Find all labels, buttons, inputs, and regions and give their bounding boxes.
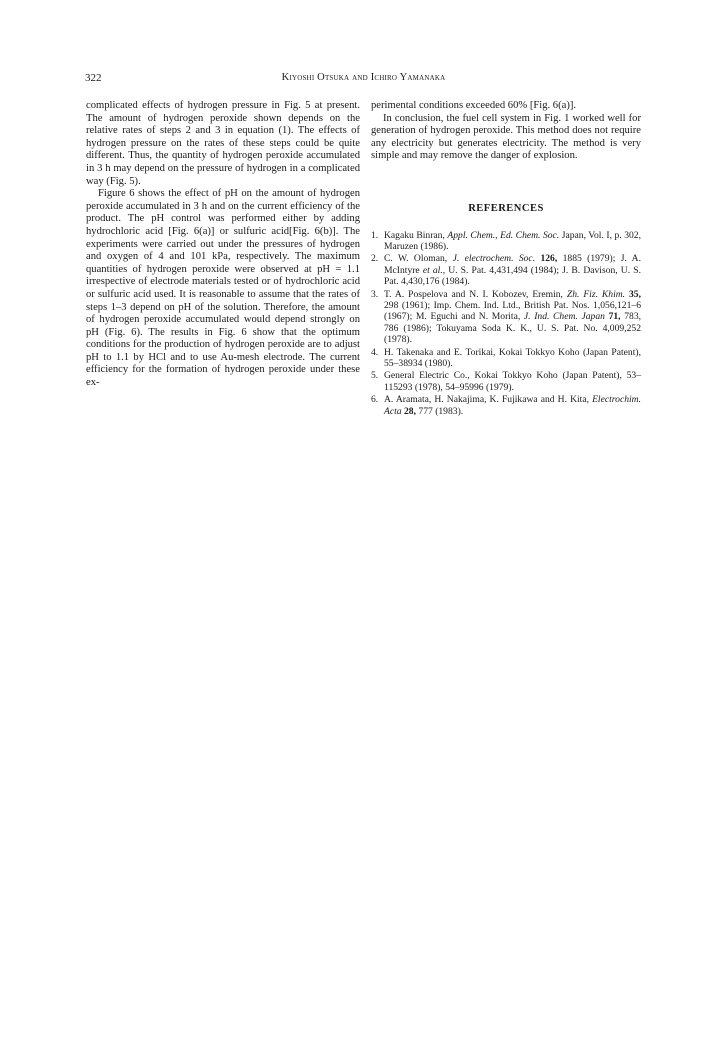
- reference-item: [371, 230, 641, 253]
- reference-text: [384, 347, 641, 370]
- reference-number: 4.: [371, 346, 379, 358]
- reference-text-part: Japan, Vol. I, p. 302, Maruzen (1986).: [384, 229, 641, 252]
- reference-text-part: J. electrochem. Soc.: [452, 253, 536, 265]
- page-number: 322: [85, 72, 102, 84]
- reference-item: [371, 370, 641, 393]
- body-paragraph: complicated effects of hydrogen pressure in Fig. 5 at present. The amount of hydrogen peroxide shown depends on the relative rates of steps 2 and 3 in equation (1). The effects of hydrogen pressure on the rates of these steps could be quite different. Thus, the quantity of hydrogen peroxide accumulated in 3 h may depend on the pressure of hydrogen in a complicated way (Fig. 5).: [86, 100, 360, 187]
- references-list: [371, 230, 641, 418]
- reference-text-part: 28,: [404, 405, 416, 417]
- running-head: Kiyoshi Otsuka and Ichiro Yamanaka: [281, 72, 446, 83]
- reference-text-part: 298 (1961); Imp. Chem. Ind. Ltd., British Pat. Nos. 1,056,121–6 (1967); M. Eguchi and N. Morita,: [384, 300, 641, 323]
- reference-text: [384, 230, 641, 253]
- references-heading: REFERENCES: [468, 202, 544, 214]
- body-paragraph: perimental conditions exceeded 60% [Fig. 6(a)].: [371, 100, 577, 111]
- reference-text-part: 777 (1983).: [416, 405, 464, 417]
- reference-text-part: H. Takenaka and E. Torikai, Kokai Tokkyo Koho (Japan Patent), 55–38934 (1980).: [384, 346, 641, 370]
- reference-text-part: 35,: [629, 288, 641, 300]
- reference-number: 1.: [371, 229, 379, 241]
- reference-text-part: Electrochim. Acta: [384, 394, 641, 417]
- reference-text-part: 126,: [540, 253, 558, 265]
- reference-number: 5.: [371, 370, 379, 382]
- reference-text: [384, 370, 641, 393]
- reference-text-part: Appl. Chem., Ed. Chem. Soc.: [447, 229, 560, 241]
- reference-number: 3.: [371, 288, 379, 300]
- reference-text-part: T. A. Pospelova and N. I. Kobozev, Eremin,: [384, 288, 567, 300]
- reference-item: [371, 347, 641, 370]
- body-paragraph: Figure 6 shows the effect of pH on the amount of hydrogen peroxide accumulated in 3 h and on the current efficiency of the product. The pH control was performed either by adding hydrochloric acid [Fig. 6(a)] or sulfuric acid[Fig. 6(b)]. The experiments were carried out under the pressures of hydrogen and oxygen of 4 and 101 kPa, respectively. The maximum quantities of hydrogen peroxide were observed at pH = 1.1 irrespective of electrode materials tested or of hydrochloric acid or sulfuric acid used. It is reasonable to assume that the rates of steps 1–3 depend on pH of the solution. Therefore, the amount of hydrogen peroxide accumulated would depend strongly on pH (Fig. 6). The results in Fig. 6 show that the optimum conditions for the production of hydrogen peroxide are to adjust pH to 1.1 by HCl and to use Au-mesh electrode. The current efficiency for the formation of hydrogen peroxide under these ex-: [86, 188, 360, 389]
- reference-text: [384, 394, 641, 417]
- reference-text-part: et al.,: [422, 264, 446, 276]
- reference-text-part: U. S. Pat. 4,431,494 (1984); J. B. Davison, U. S. Pat. 4,430,176 (1984).: [384, 264, 641, 288]
- body-paragraph: In conclusion, the fuel cell system in Fig. 1 worked well for generation of hydrogen peroxide. This method does not require any electricity but generates electricity. The method is very simple and may remove the danger of explosion.: [371, 112, 641, 162]
- reference-text-part: 783, 786 (1986); Tokuyama Soda K. K., U. S. Pat. No. 4,009,252 (1978).: [384, 311, 642, 346]
- left-column: [86, 100, 360, 390]
- reference-text-part: 1885 (1979); J. A. McIntyre: [384, 253, 642, 276]
- reference-text-part: J. Ind. Chem. Japan: [523, 311, 605, 323]
- reference-text: [384, 289, 641, 346]
- reference-item: [371, 253, 641, 287]
- reference-number: 2.: [371, 253, 379, 265]
- reference-number: 6.: [371, 394, 379, 406]
- reference-text-part: Zh. Fiz. Khim.: [566, 288, 626, 300]
- reference-text-part: A. Aramata, H. Nakajima, K. Fujikawa and H. Kita,: [384, 394, 593, 406]
- reference-text-part: Kagaku Binran,: [384, 229, 448, 241]
- reference-item: [371, 394, 641, 417]
- reference-text-part: C. W. Oloman,: [384, 253, 453, 265]
- reference-text-part: General Electric Co., Kokai Tokkyo Koho (Japan Patent), 53–115293 (1978), 54–95996 (1979).: [384, 370, 641, 393]
- reference-text: [384, 253, 641, 287]
- reference-text-part: 71,: [608, 311, 621, 323]
- right-column: [371, 100, 641, 418]
- reference-item: [371, 289, 641, 346]
